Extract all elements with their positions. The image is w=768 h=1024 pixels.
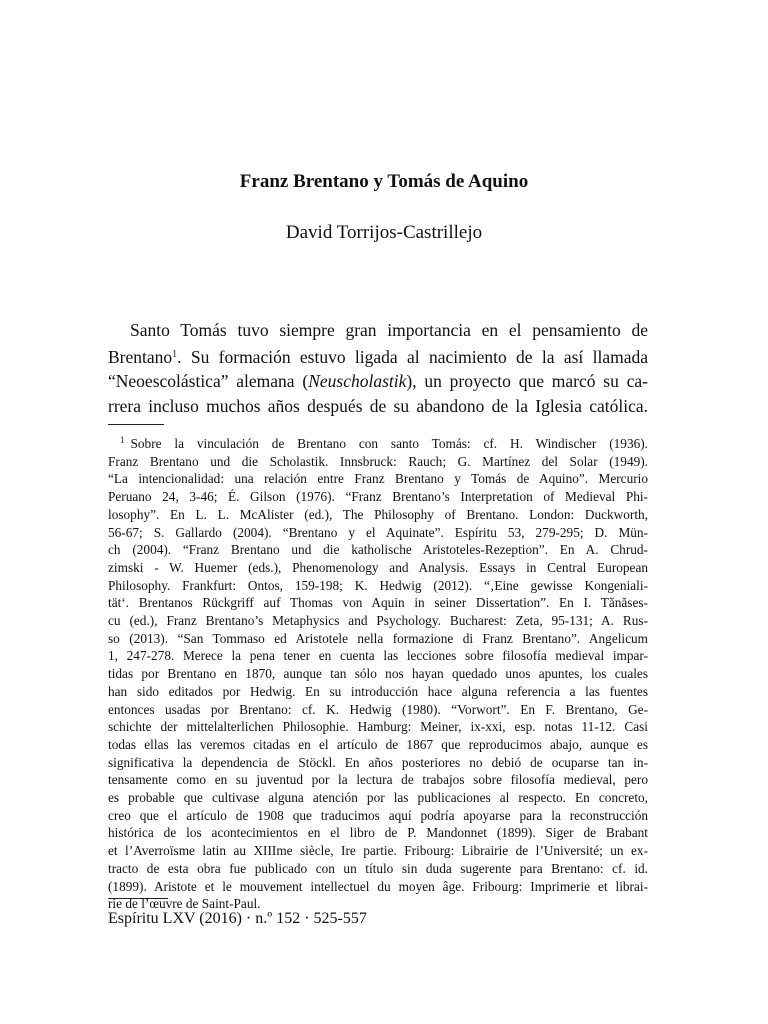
footnote-line: so (2013). “San Tommaso ed Aristotele nella formazione di Franz Brentano”. Angelicum [108,630,648,646]
footnote-line: tensamente como en su juventud por la lectura de trabajos sobre filosofía medieval, pero [108,772,648,788]
footnote-line: entonces usadas por Brentano: cf. K. Hedwig (1980). “Vorwort”. En F. Brentano, Ge- [108,701,648,717]
footnote-line: “La intencionalidad: una relación entre Franz Brentano y Tomás de Aquino”. Mercurio [108,471,648,487]
footnote-line: todas ellas las veremos citadas en el artículo de 1867 que reproducimos abajo, aunque es [108,736,648,752]
body-line: rrera incluso muchos años después de su abandono de la Iglesia católica. [108,395,648,416]
footnote-line: cu (ed.), Franz Brentano’s Metaphysics and Psychology. Bucharest: Zeta, 95-131; A. Rus- [108,613,648,629]
footnote-line: 1, 247-278. Merece la pena tener en cuenta las lecciones sobre filosofía medieval impar- [108,648,648,664]
footnote-line: schichte der mittelalterlichen Philosophie. Hamburg: Meiner, ix-xxi, esp. notas 11-12. Casi [108,719,648,735]
footnote-line: Peruano 24, 3-46; É. Gilson (1976). “Franz Brentano’s Interpretation of Medieval Phi- [108,489,648,505]
footnote-line: (1899). Aristote et le mouvement intellectuel du moyen âge. Fribourg: Imprimerie et librai- [108,878,648,894]
footnote-divider [108,424,164,425]
article-title: Franz Brentano y Tomás de Aquino [239,171,529,192]
footnote-line: losophy”. En L. L. McAlister (ed.), The Philosophy of Brentano. London: Duckworth, [108,506,648,522]
footnote-line: Philosophy. Frankfurt: Ontos, 159-198; K. Hedwig (2012). “‚Eine gewisse Kongeniali- [108,577,648,593]
footnote-line: 56-67; S. Gallardo (2004). “Brentano y el Aquinate”. Espíritu 53, 279-295; D. Mün- [108,524,648,540]
journal-reference: Espíritu LXV (2016) · n.º 152 · 525-557 [108,910,367,927]
footnote-line: significativa la dependencia de Stöckl. En años posteriores no debió de ocuparse tan in- [108,754,648,770]
footnote-line: es probable que cultivase alguna atención por las publicaciones al respecto. En concreto, [108,790,648,806]
journal-divider [108,898,168,899]
footnote [108,432,648,913]
body-paragraph [108,318,648,418]
footnote-reference[interactable]: 1 [172,348,178,360]
footnote-line: tracto de esta obra fue publicado con un título sin duda sugerente para Brentano: cf. id. [108,860,648,876]
footnote-line: ch (2004). “Franz Brentano und die katholische Aristoteles-Rezeption”. En A. Chrud- [108,542,648,558]
footnote-line: Franz Brentano und die Scholastik. Innsbruck: Rauch; G. Martínez del Solar (1949). [108,453,648,469]
body-line: “Neoescolástica” alemana (Neuscholastik), un proyecto que marcó su ca- [108,371,649,391]
body-line: Santo Tomás tuvo siempre gran importancia en el pensamiento de [130,320,648,340]
footnote-number: 1 [120,435,125,445]
footnote-line: zimski - W. Huemer (eds.), Phenomenology and Analysis. Essays in Central European [108,559,648,575]
footnote-line: histórica de los acontecimientos en el libro de P. Mandonnet (1899). Siger de Brabant [108,825,648,841]
footnote-line: tidas por Brentano en 1870, aunque tan sólo nos hayan quedado unos apuntes, los cuales [108,666,648,682]
footnote-line: et l’Averroïsme latin au XIIIme siècle, Ire partie. Fribourg: Librairie de l’Université; un ex- [108,843,648,859]
footnote-line: $^1$ Sobre la vinculación de Brentano con santo Tomás: cf. H. Windischer (1936). [120,435,648,451]
article-author: David Torrijos-Castrillejo [285,222,483,243]
body-line: Brentano$^1$. Su formación estuvo ligada al nacimiento de la así llamada [108,346,648,367]
footnote-line: creo que el artículo de 1908 que traducimos aquí podría apoyarse para la reconstrucción [108,807,648,823]
footnote-line: rie de l’œuvre de Saint-Paul. [108,896,261,912]
footnote-line: han sido editados por Hedwig. En su introducción hace alguna referencia a las fuentes [108,683,648,699]
footnote-line: tät‘. Brentanos Rückgriff auf Thomas von Aquin in seiner Dissertation”. En I. Tănăses- [108,595,648,611]
